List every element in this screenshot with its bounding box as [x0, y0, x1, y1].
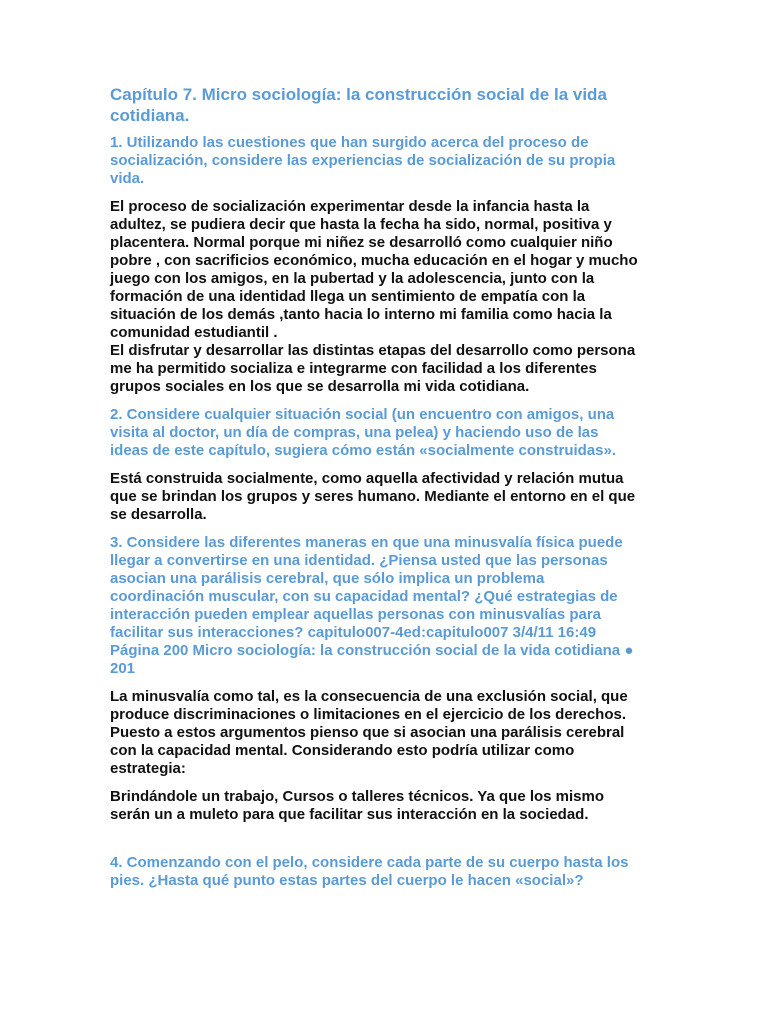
- answer-1: El proceso de socialización experimentar desde la infancia hasta la adultez, se pudiera decir que hasta la fecha ha sido, normal, positiva y placentera. Normal porque mi niñez se desarrolló como cualquier niño pobre , con sacrificios económico, mucha educación en el hogar y mucho juego con los amigos, en la pubertad y la adolescencia, junto con la formación de una identidad llega un sentimiento de empatía con la situación de los demás ,tanto hacia lo interno mi familia como hacia la comunidad estudiantil . El disfrutar y desarrollar las distintas etapas del desarrollo como persona me ha permitido socializa e integrarme con facilidad a los diferentes grupos sociales en los que se desarrolla mi vida cotidiana.: [110, 198, 638, 395]
- answer-3-paragraph-1: La minusvalía como tal, es la consecuencia de una exclusión social, que produce discriminaciones o limitaciones en el ejercicio de los derechos. Puesto a estos argumentos pienso que si asocian una parálisis cerebral con la capacidad mental. Considerando esto podría utilizar como estrategia:: [110, 688, 628, 777]
- question-2: 2. Considere cualquier situación social (un encuentro con amigos, una visita al doctor, un día de compras, una pelea) y haciendo uso de las ideas de este capítulo, sugiera cómo están «socialmente construidas».: [110, 406, 617, 459]
- question-3: 3. Considere las diferentes maneras en que una minusvalía física puede llegar a convertirse en una identidad. ¿Piensa usted que las personas asocian una parálisis cerebral, que sólo implica un problema coordinación muscular, con su capacidad mental? ¿Qué estrategias de interacción pueden emplear aquellas personas con minusvalías para facilitar sus interacciones? capitulo007-4ed:capitulo007 3/4/11 16:49 Página 200 Micro sociología: la construcción social de la vida cotidiana ● 201: [110, 534, 634, 677]
- answer-3-paragraph-2: Brindándole un trabajo, Cursos o talleres técnicos. Ya que los mismo serán un a muleto para que facilitar sus interacción en la sociedad.: [110, 788, 605, 823]
- document-page: [110, 84, 660, 900]
- answer-2: Está construida socialmente, como aquella afectividad y relación mutua que se brindan los grupos y seres humano. Mediante el entorno en el que se desarrolla.: [110, 470, 636, 523]
- question-1: 1. Utilizando las cuestiones que han surgido acerca del proceso de socialización, considere las experiencias de socialización de su propia vida.: [110, 134, 616, 187]
- chapter-title: Capítulo 7. Micro sociología: la construcción social de la vida cotidiana.: [110, 85, 607, 125]
- question-4: 4. Comenzando con el pelo, considere cada parte de su cuerpo hasta los pies. ¿Hasta qué punto estas partes del cuerpo le hacen «social»?: [110, 854, 629, 889]
- spacer: [110, 834, 660, 854]
